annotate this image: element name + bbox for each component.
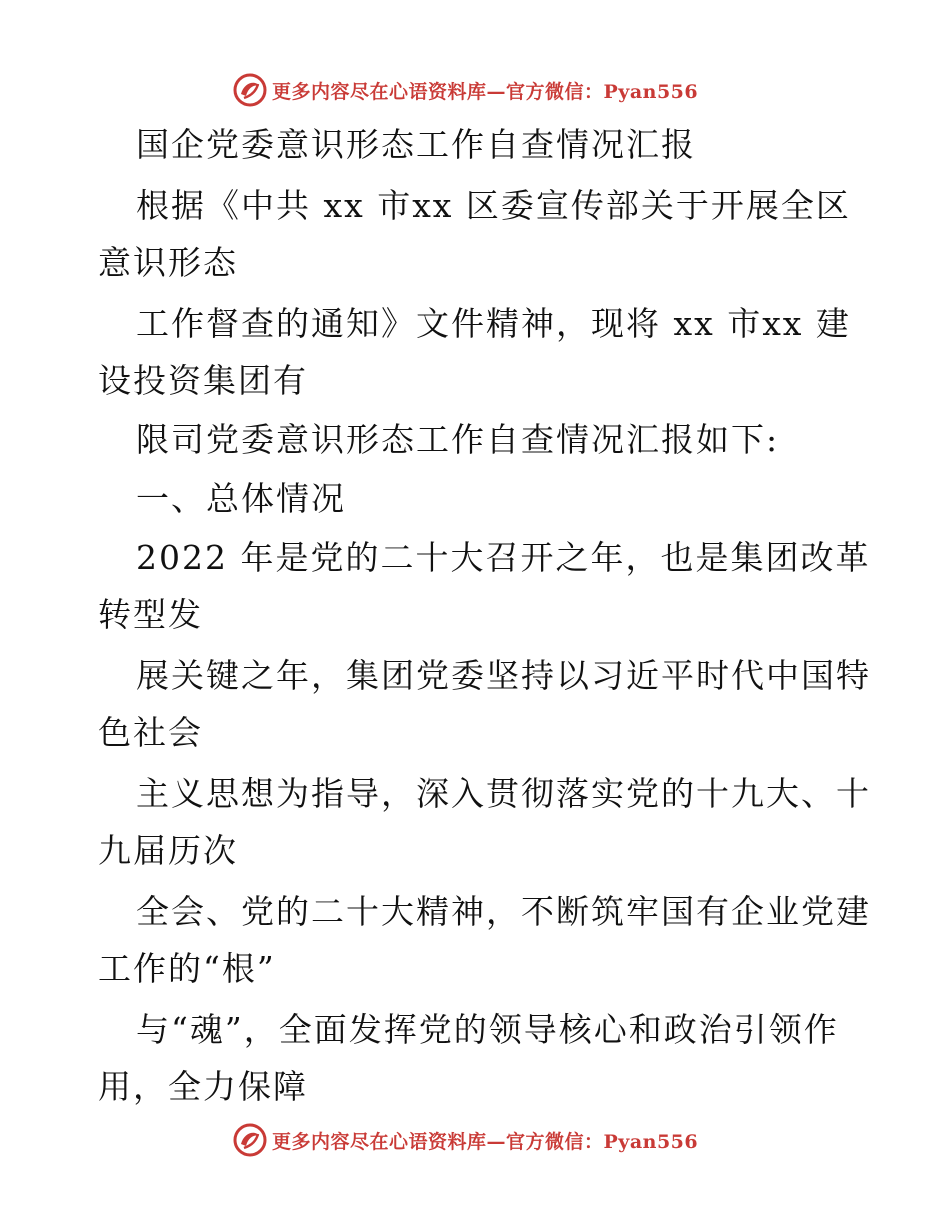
paragraph-line: 主义思想为指导，深入贯彻落实党的十九大、十 bbox=[136, 774, 871, 813]
footer-banner-text: 更多内容尽在心语资料库—官方微信：Pyan556 bbox=[272, 1130, 699, 1153]
paragraph-line: 限司党委意识形态工作自查情况汇报如下: bbox=[136, 420, 780, 459]
paragraph-line: 转型发 bbox=[98, 595, 203, 634]
header-banner[interactable] bbox=[232, 72, 698, 108]
paragraph-line: 九届历次 bbox=[98, 831, 238, 870]
paragraph-line: 展关键之年，集团党委坚持以习近平时代中国特 bbox=[136, 656, 871, 695]
paragraph-line: 设投资集团有 bbox=[98, 361, 308, 400]
paragraph-line: 全会、党的二十大精神，不断筑牢国有企业党建 bbox=[136, 892, 871, 931]
paragraph-line: 色社会 bbox=[98, 713, 203, 752]
paragraph-line: 工作的“根” bbox=[98, 949, 276, 988]
paragraph-line: 意识形态 bbox=[98, 243, 238, 282]
paragraph-line: 工作督查的通知》文件精神，现将 xx 市xx 建 bbox=[136, 304, 851, 343]
swirl-logo-icon bbox=[232, 1122, 268, 1158]
paragraph-line: 与“魂”，全面发挥党的领导核心和政治引领作 bbox=[136, 1010, 839, 1049]
paragraph-line: 根据《中共 xx 市xx 区委宣传部关于开展全区 bbox=[136, 186, 851, 225]
paragraph-line: 2022 年是党的二十大召开之年，也是集团改革 bbox=[136, 538, 871, 577]
swirl-logo-icon bbox=[232, 72, 268, 108]
paragraph-line: 用，全力保障 bbox=[98, 1067, 308, 1106]
footer-banner[interactable] bbox=[232, 1122, 698, 1158]
section-heading: 一、总体情况 bbox=[136, 479, 346, 518]
document-title: 国企党委意识形态工作自查情况汇报 bbox=[136, 125, 696, 164]
header-banner-text: 更多内容尽在心语资料库—官方微信：Pyan556 bbox=[272, 80, 699, 103]
